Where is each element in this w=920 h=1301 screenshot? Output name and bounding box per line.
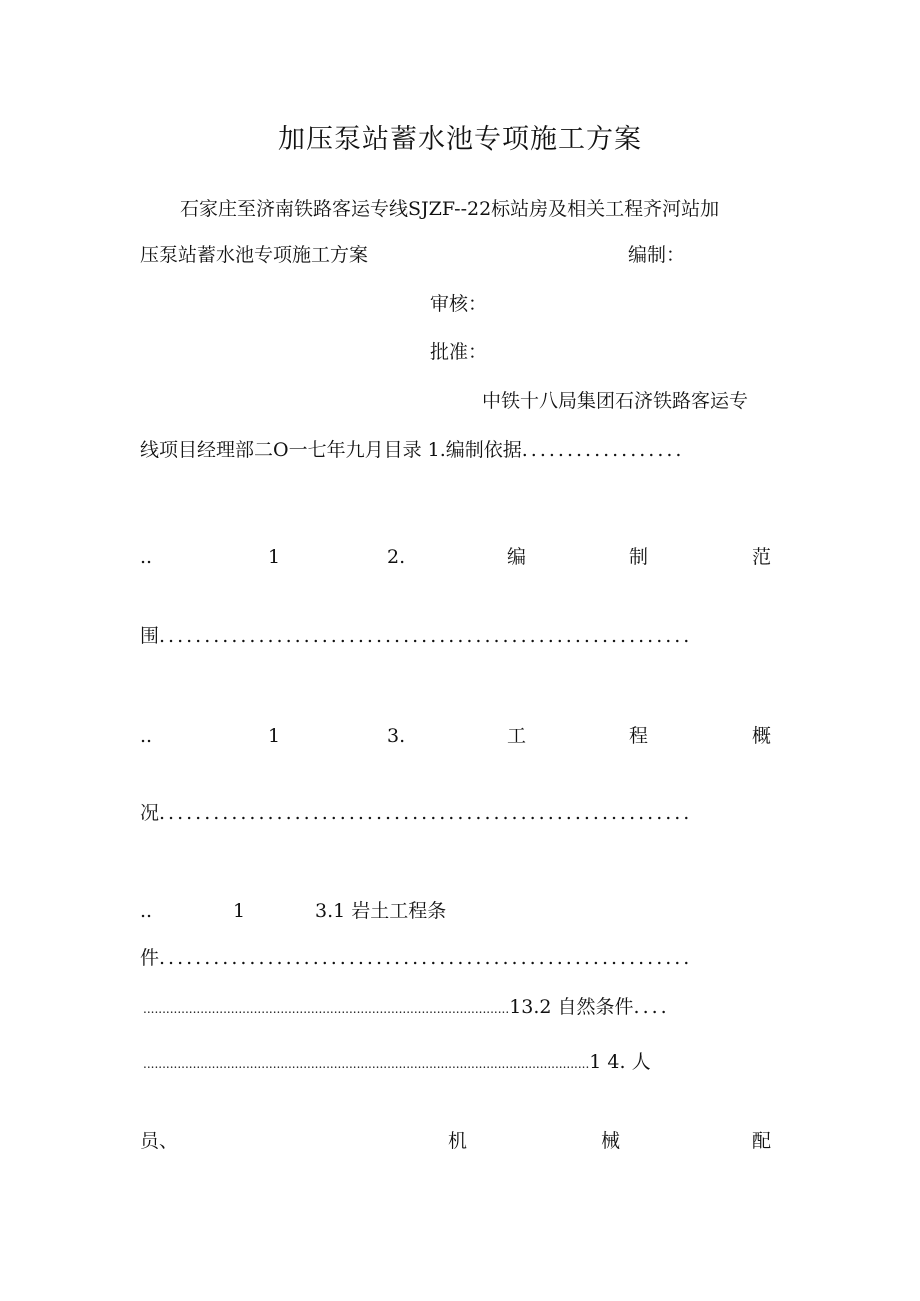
approved-by-label: 批准： <box>430 341 488 363</box>
toc-page-number: 1 <box>268 546 281 568</box>
intro-line-2: 压泵站蓄水池专项施工方案 <box>140 244 369 266</box>
toc-page-number: 1 <box>268 725 281 747</box>
organization-line-1: 中铁十八局集团石济铁路客运专 <box>482 390 749 412</box>
organization-line-2 <box>140 438 684 462</box>
toc-leader-dots: .................. <box>521 439 685 461</box>
toc-char: 概 <box>752 725 772 747</box>
toc-leader-dots: .... <box>633 996 670 1018</box>
toc-char: 配 <box>752 1130 772 1152</box>
toc-entry-line <box>140 624 692 648</box>
toc-char: 程 <box>629 725 649 747</box>
toc-entry-line <box>140 946 692 970</box>
compiled-by-label: 编制： <box>628 244 686 266</box>
toc-char: 工 <box>507 725 527 747</box>
toc-entry-line <box>143 1050 651 1076</box>
reviewed-by-label: 审核： <box>430 293 488 315</box>
toc-leader-dots: ........................................................... <box>159 947 693 969</box>
toc-entry-line <box>143 995 670 1021</box>
toc-entry-line <box>140 801 692 825</box>
document-title: 加压泵站蓄水池专项施工方案 <box>278 124 642 155</box>
toc-leader-dots: ..................................................................................................................... <box>143 1057 590 1071</box>
toc-leader-dots: .. <box>140 546 153 568</box>
toc-leader-dots: ................................................................................................ <box>143 1002 510 1016</box>
toc-char: 范 <box>752 546 772 568</box>
toc-char: 件 <box>140 947 160 969</box>
toc-entry-text: 员、 <box>140 1130 179 1152</box>
toc-entry-text: 3.1 岩土工程条 <box>315 900 447 922</box>
toc-heading-text: 线项目经理部二O一七年九月目录 1.编制依据 <box>140 439 522 461</box>
intro-line-1: 石家庄至济南铁路客运专线SJZF--22标站房及相关工程齐河站加 <box>180 198 720 220</box>
toc-char: 械 <box>601 1130 621 1152</box>
toc-section-number: 2. <box>387 546 406 568</box>
toc-char: 编 <box>507 546 527 568</box>
toc-char: 围 <box>140 625 160 647</box>
toc-char: 机 <box>448 1130 468 1152</box>
toc-leader-dots: .. <box>140 900 153 922</box>
toc-char: 况 <box>140 802 160 824</box>
toc-page-number: 1 <box>233 900 246 922</box>
toc-leader-dots: .. <box>140 725 153 747</box>
toc-leader-dots: ........................................................... <box>159 802 693 824</box>
toc-section-number: 3. <box>387 725 406 747</box>
toc-char: 制 <box>629 546 649 568</box>
toc-entry-text: 1 4. 人 <box>589 1051 651 1073</box>
toc-entry-text: 13.2 自然条件 <box>509 996 634 1018</box>
toc-leader-dots: ........................................................... <box>159 625 693 647</box>
